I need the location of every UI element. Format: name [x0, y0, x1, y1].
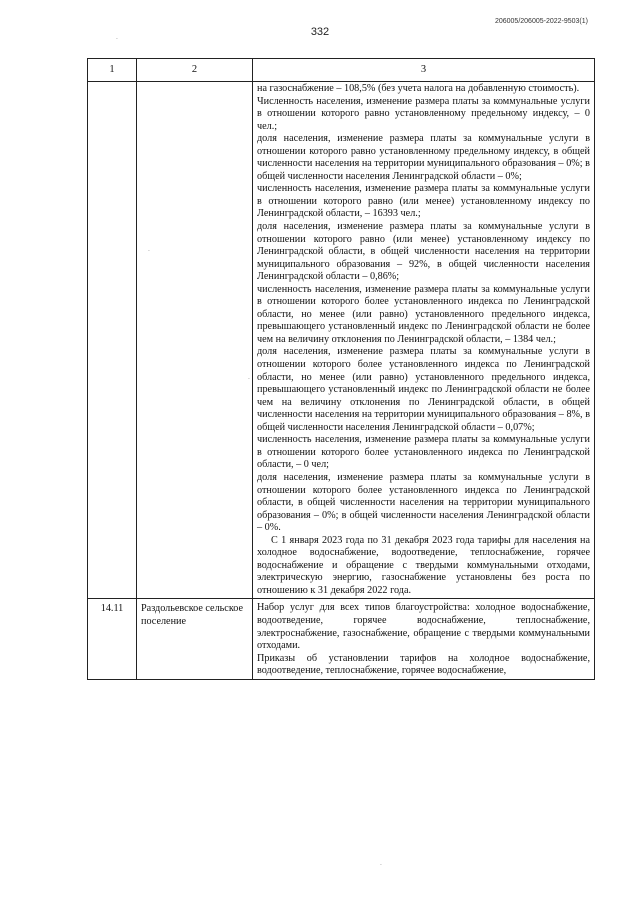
document-id: 206005/206005-2022-9503(1) — [494, 18, 588, 25]
paragraph: доля населения, изменение размера платы за коммунальные услуги в отношении которого более установленного индекса по Ленинградской области, но менее (или равно) установленного предельного индекса, превышающего установленный индекс по Ленинградской области не более чем на величину отклонения по Ленинградской области, в общей численности населения на территории муниципального образования – 8%, в общей численности населения Ленинградской области – 0,07%; — [257, 346, 590, 433]
header-cell-1: 1 — [88, 59, 137, 82]
tariff-summary-paragraph: С 1 января 2023 года по 31 декабря 2023 года тарифы для населения на холодное водоснабжение, водоотведение, теплоснабжение, горячее водоснабжение и обращение с твердыми коммунальными отходами, электрическую энергию, газоснабжение установлены без роста по отношению к 31 декабря 2022 года. — [257, 534, 590, 596]
scan-speck: · — [116, 36, 118, 43]
scan-speck: · — [148, 248, 150, 255]
paragraph: численность населения, изменение размера платы за коммунальные услуги в отношении которого более установленного индекса по Ленинградской области, но менее (или равно) установленного предельного индекса, превышающего установленный индекс по Ленинградской области не более чем на величину отклонения по Ленинградской области, – 1384 чел.; — [257, 283, 590, 345]
settlement-name-cell: Раздольевское сельское поселение — [137, 599, 253, 679]
settlement-name-cell — [137, 82, 253, 599]
description-cell — [253, 82, 595, 599]
content-table — [87, 58, 595, 680]
paragraph: численность населения, изменение размера платы за коммунальные услуги в отношении которого более установленного индекса по Ленинградской области, – 0 чел; — [257, 434, 590, 471]
paragraph: Численность населения, изменение размера платы за коммунальные услуги в отношении которого равно установленному предельному индексу, – 0 чел.; — [257, 95, 590, 132]
row-number-cell — [88, 82, 137, 599]
scan-speck: · — [248, 376, 250, 383]
description-cell — [253, 599, 595, 679]
paragraph: доля населения, изменение размера платы за коммунальные услуги в отношении которого равно (или менее) установленному индексу по Ленинградской области, в общей численности населения на территории муниципального образования – 92%, в общей численности населения Ленинградской области – 0,86%; — [257, 221, 590, 283]
table-header-row — [88, 59, 595, 82]
table-row — [88, 599, 595, 679]
paragraph: Приказы об установлении тарифов на холодное водоснабжение, водоотведение, теплоснабжение, горячее водоснабжение, — [257, 652, 590, 677]
table-row — [88, 82, 595, 599]
paragraph: доля населения, изменение размера платы за коммунальные услуги в отношении которого равно установленному предельному индексу, в общей численности населения на территории муниципального образования – 0%; в общей численности населения Ленинградской области – 0%; — [257, 133, 590, 182]
paragraph: доля населения, изменение размера платы за коммунальные услуги в отношении которого более установленного индекса по Ленинградской области, в общей численности населения на территории муниципального образования – 0%; в общей численности населения Ленинградской области – 0%. — [257, 471, 590, 534]
paragraph: численность населения, изменение размера платы за коммунальные услуги в отношении которого равно (или менее) установленному индексу по Ленинградской области, – 16393 чел.; — [257, 183, 590, 220]
row-number-cell: 14.11 — [88, 599, 137, 679]
header-cell-2: 2 — [137, 59, 253, 82]
paragraph: на газоснабжение – 108,5% (без учета налога на добавленную стоимость). — [257, 83, 580, 94]
paragraph: Набор услуг для всех типов благоустройства: холодное водоснабжение, водоотведение, горячее водоснабжение, теплоснабжение, электроснабжение, газоснабжение, обращение с твердыми коммунальными отходами. — [257, 602, 590, 652]
scan-speck: · — [380, 862, 382, 869]
header-cell-3: 3 — [253, 59, 595, 82]
page-number: 332 — [310, 26, 330, 38]
